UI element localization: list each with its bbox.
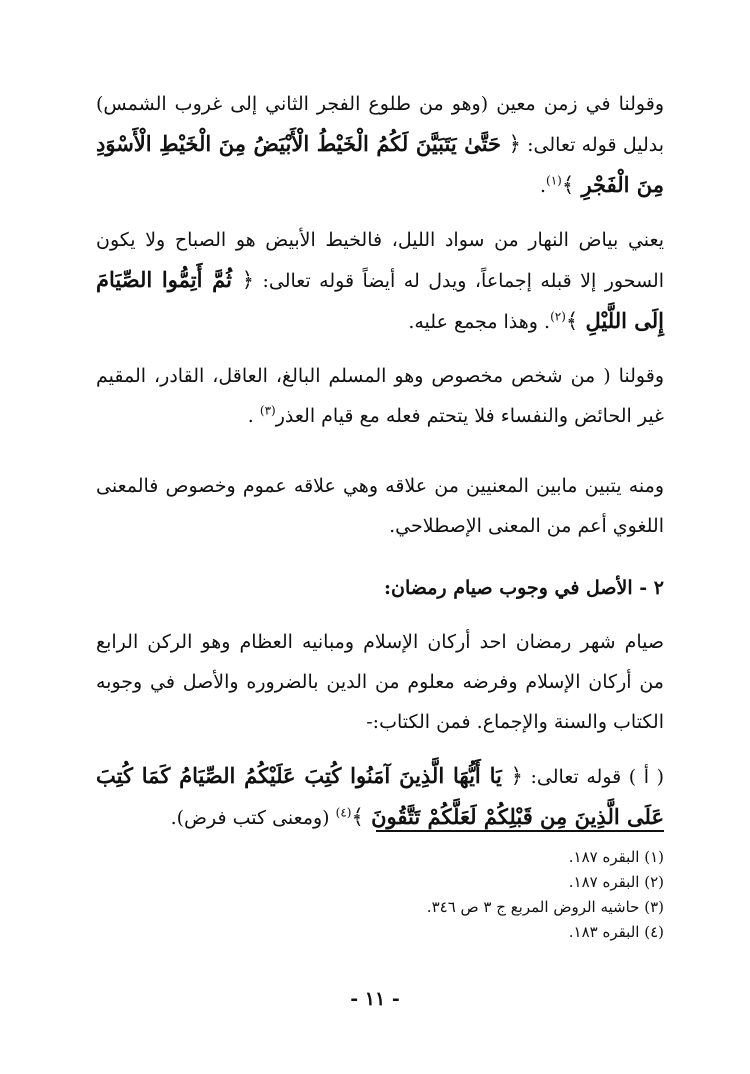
paragraph-siyam-ramadan bbox=[96, 622, 664, 742]
paragraph-end: (ومعنى كتب فرض). bbox=[170, 807, 330, 829]
paragraph-alaqa bbox=[96, 466, 664, 546]
paragraph-bayad-annahar bbox=[96, 220, 664, 342]
paragraph-text: صيام شهر رمضان احد أركان الإسلام ومبانيه العظام وهو الركن الرابع من أركان الإسلام وفرضه معلوم من الدين بالضروره والأصل في وجوبه الكتاب والسنة والإجماع. فمن الكتاب:- bbox=[96, 631, 664, 733]
verse-bracket-open: ﴿ bbox=[508, 132, 521, 156]
footnote-divider bbox=[376, 830, 664, 832]
footnote-ref-3: (٣) bbox=[259, 403, 276, 418]
footnote-ref-1: (١) bbox=[546, 173, 562, 188]
verse-bracket-close: ﴾ bbox=[565, 309, 579, 333]
paragraph-text: ومنه يتبين مابين المعنيين من علاقه وهي علاقه عموم وخصوص فالمعنى اللغوي أعم من المعنى الإصطلاحي. bbox=[96, 475, 664, 537]
verse-bracket-open: ﴿ bbox=[510, 764, 523, 788]
verse-text: حَتَّىٰ يَتَبَيَّنَ لَكُمُ الْخَيْطُ الْأَبْيَضُ مِنَ الْخَيْطِ الْأَسْوَدِ مِنَ الْفَجْرِ bbox=[96, 131, 664, 197]
paragraph-end: . وهذا مجمع عليه. bbox=[408, 311, 551, 333]
verse-bracket-close: ﴾ bbox=[351, 805, 364, 829]
paragraph-min-alkitab bbox=[96, 756, 664, 838]
footnotes bbox=[96, 845, 664, 945]
paragraph-zaman-muayyan bbox=[96, 84, 664, 206]
verse-text: ثُمَّ أَتِمُّوا الصِّيَامَ إِلَى اللَّيْلِ bbox=[96, 267, 664, 333]
section-heading: ٢ - الأصل في وجوب صيام رمضان: bbox=[384, 577, 664, 599]
footnote-item: (٣) حاشيه الروض المربع ج ٣ ص ٣٤٦. bbox=[426, 898, 664, 916]
paragraph-text: وقولنا ( من شخص مخصوص وهو المسلم البالغ، العاقل، القادر، المقيم غير الحائض والنفساء فلا يتحتم فعله مع قيام العذر bbox=[96, 365, 664, 427]
page-number: - ١١ - bbox=[350, 988, 400, 1010]
body-text bbox=[96, 84, 664, 852]
footnote-item: (٤) البقره ١٨٣. bbox=[568, 923, 664, 941]
paragraph-end: . bbox=[247, 405, 254, 427]
footnote-ref-2: (٢) bbox=[550, 309, 566, 324]
paragraph-shakhs-makhsus bbox=[96, 356, 664, 436]
verse-bracket-close: ﴾ bbox=[561, 173, 575, 197]
paragraph-text: وقولنا في زمن معين (وهو من طلوع الفجر الثاني إلى غروب الشمس) بدليل قوله تعالى: bbox=[96, 93, 664, 156]
footnote-item: (١) البقره ١٨٧. bbox=[568, 848, 664, 866]
verse-bracket-open: ﴿ bbox=[241, 268, 254, 292]
paragraph-label: ( أ ) قوله تعالى: bbox=[530, 766, 664, 788]
paragraph-end: . bbox=[539, 175, 546, 197]
footnote-ref-4: (٤) bbox=[335, 805, 352, 820]
paragraph-text: يعني بياض النهار من سواد الليل، فالخيط الأبيض هو الصباح ولا يكون السحور إلا قبله إجماعاً، ويدل له أيضاً قوله تعالى: bbox=[96, 229, 664, 292]
verse-text: يَا أَيُّهَا الَّذِينَ آمَنُوا كُتِبَ عَلَيْكُمُ الصِّيَامُ كَمَا كُتِبَ عَلَى الَّذِينَ مِن قَبْلِكُمْ لَعَلَّكُمْ تَتَّقُونَ bbox=[96, 763, 664, 829]
footnote-item: (٢) البقره ١٨٧. bbox=[568, 873, 664, 891]
